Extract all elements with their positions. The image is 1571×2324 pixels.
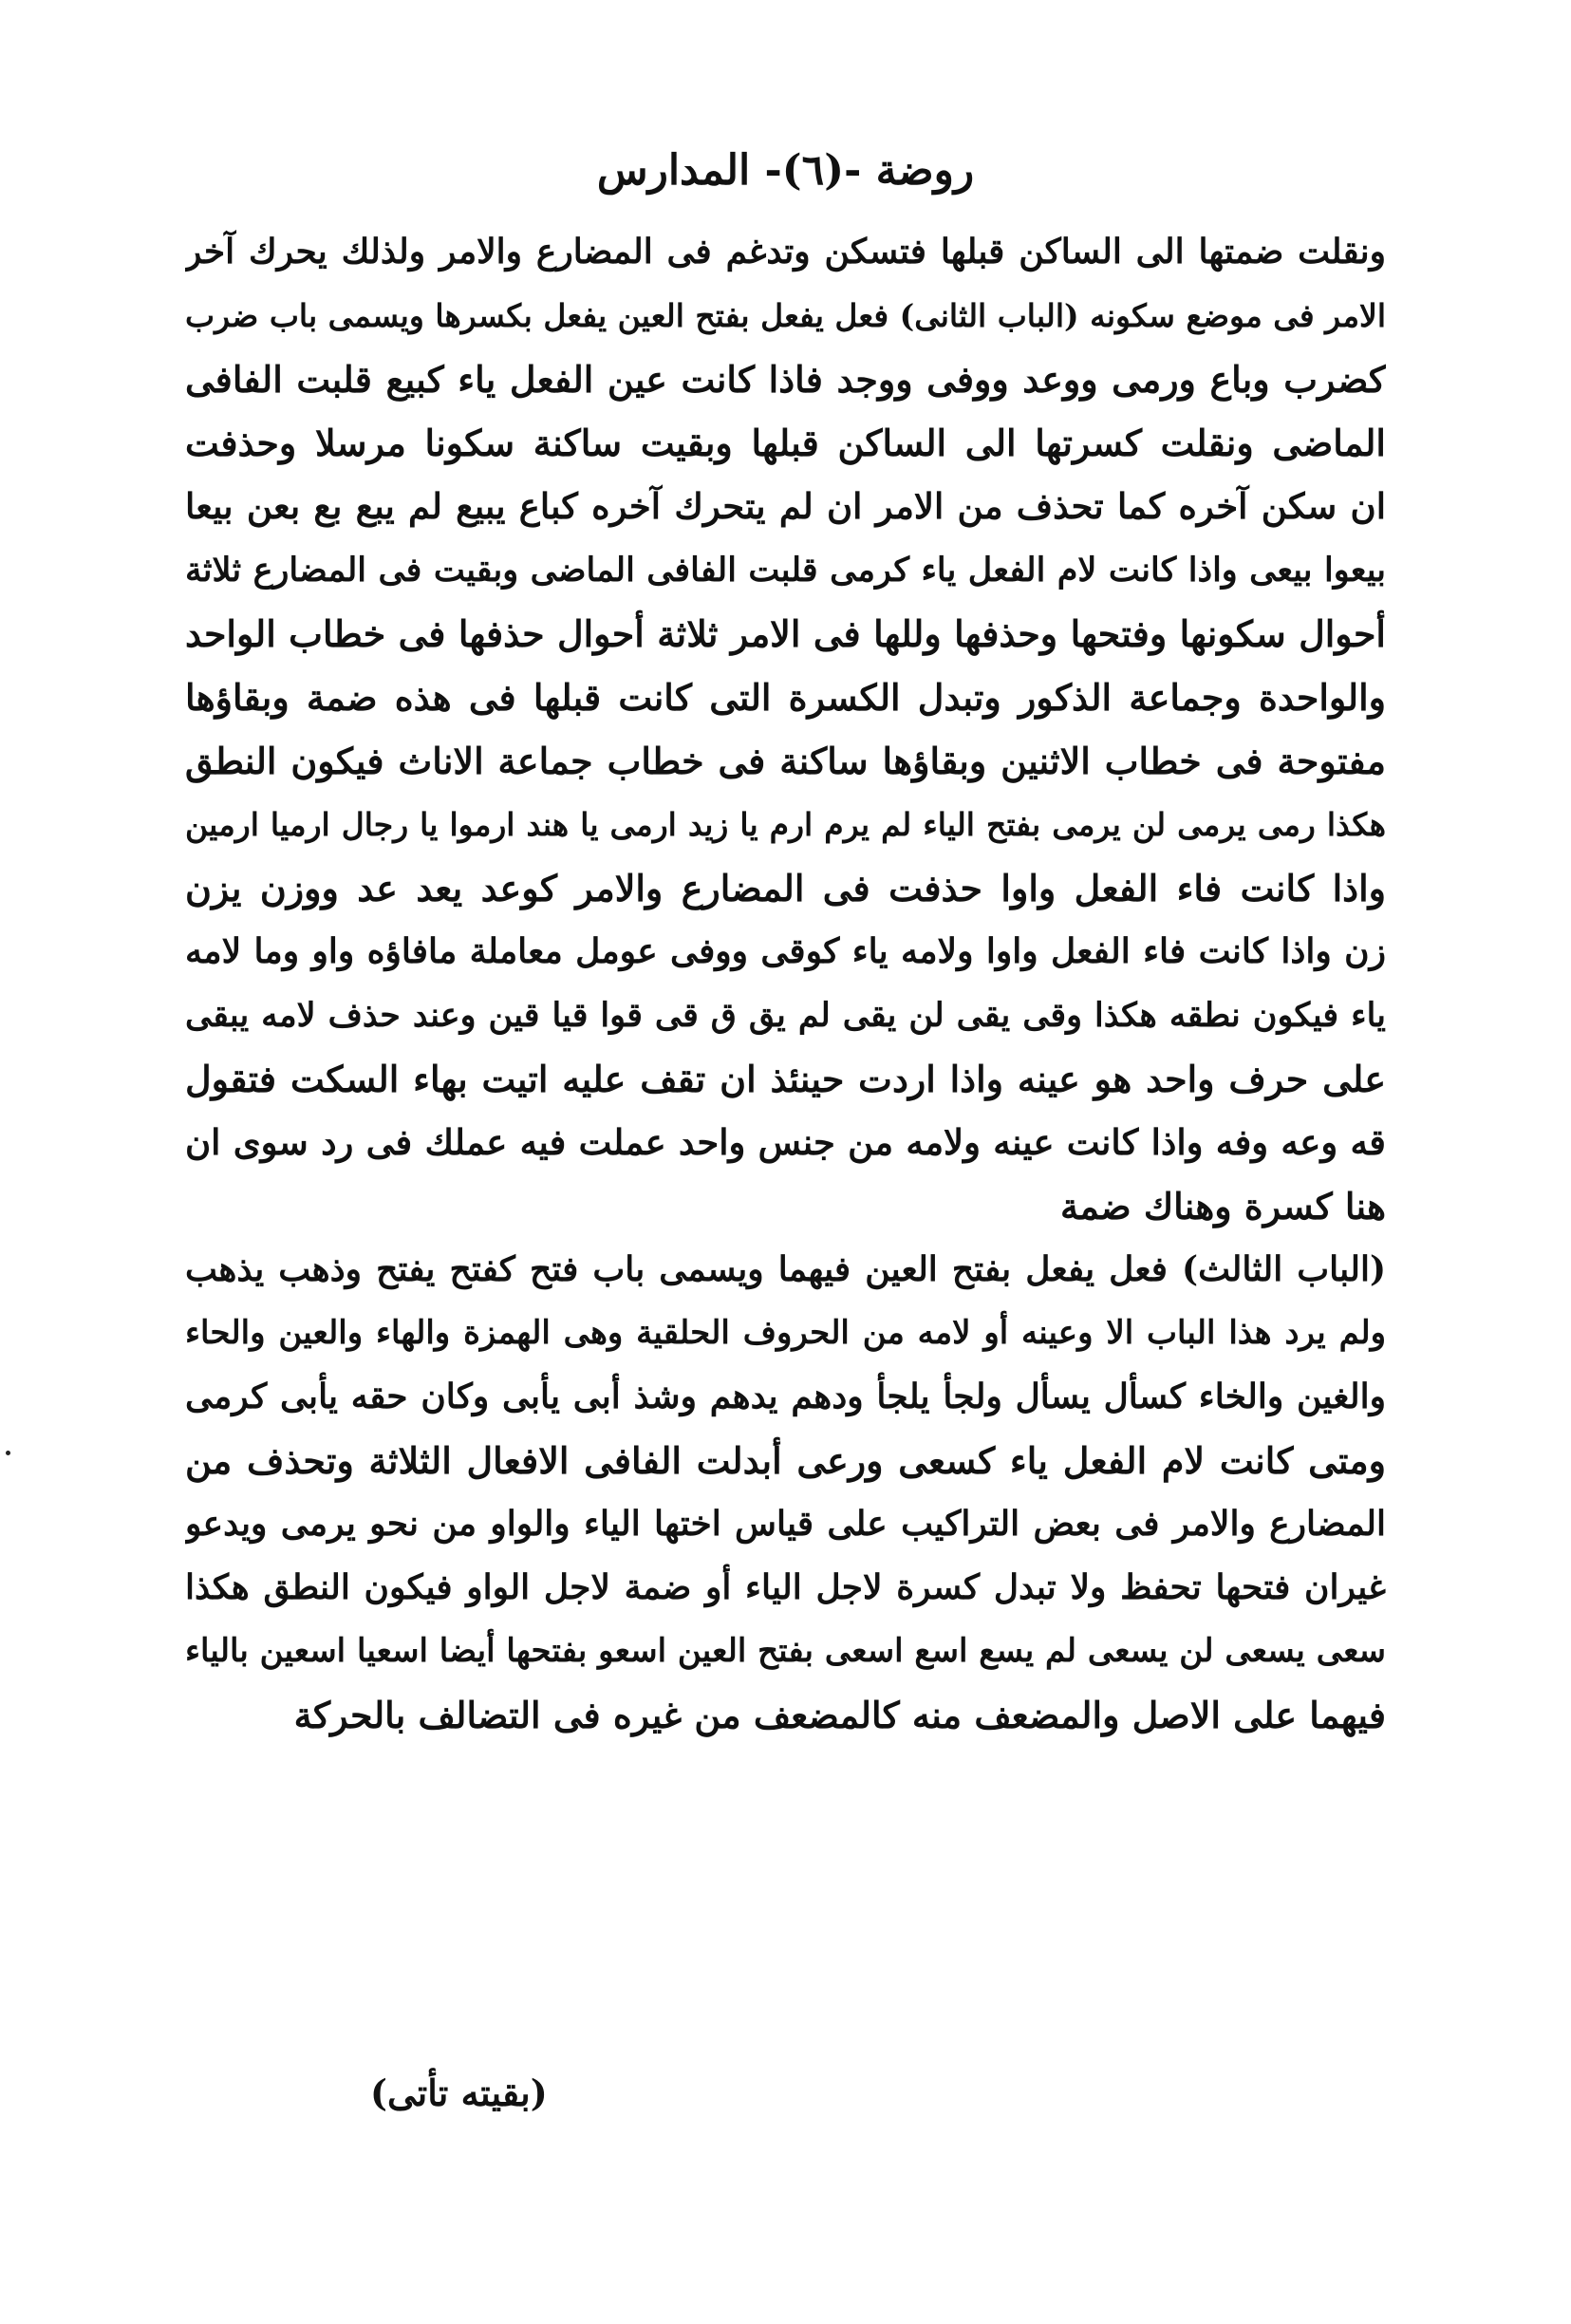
- text-line: على حرف واحد هو عينه واذا اردت حينئذ ان تقف عليه اتيت بهاء السكت فتقول: [185, 1058, 1386, 1100]
- text-line: ومتى كانت لام الفعل ياء كسعى ورعى أبدلت الفافى الافعال الثلاثة وتحذف من: [185, 1439, 1386, 1482]
- text-line: ان سكن آخره كما تحذف من الامر ان لم يتحرك آخره كباع يبيع لم يبع بع بعن بيعا: [185, 485, 1386, 527]
- text-line: سعى يسعى لن يسعى لم يسع اسع اسعى بفتح العين اسعو بفتحها أيضا اسعيا اسعين بالياء: [185, 1632, 1386, 1670]
- text-line: هكذا رمى يرمى لن يرمى بفتح الياء لم يرم ارم يا زيد ارمى يا هند ارموا يا رجال ارميا ارمين: [185, 806, 1386, 843]
- text-line: هنا كسرة وهناك ضمة: [1059, 1185, 1386, 1228]
- text-line: أحوال سكونها وفتحها وحذفها وللها فى الامر ثلاثة أحوال حذفها فى خطاب الواحد: [185, 612, 1386, 655]
- scan-speck: [6, 1451, 10, 1455]
- text-line: بيعوا بيعى واذا كانت لام الفعل ياء كرمى قلبت الفافى الماضى وبقيت فى المضارع ثلاثة: [185, 551, 1386, 590]
- text-line: واذا كانت فاء الفعل واوا حذفت فى المضارع والامر كوعد يعد عد ووزن يزن: [185, 867, 1386, 909]
- text-line: الامر فى موضع سكونه (الباب الثانى) فعل يفعل بفتح العين يفعل بكسرها ويسمى باب ضرب: [185, 297, 1386, 334]
- text-line: غيران فتحها تحفظ ولا تبدل كسرة لاجل الياء أو ضمة لاجل الواو فيكون النطق هكذا: [185, 1567, 1386, 1607]
- text-line: قه وعه وفه واذا كانت عينه ولامه من جنس واحد عملت فيه عملك فى رد سوى ان: [185, 1121, 1386, 1163]
- text-line: ونقلت ضمتها الى الساكن قبلها فتسكن وتدغم فى المضارع والامر ولذلك يحرك آخر: [185, 232, 1386, 272]
- text-line: ياء فيكون نطقه هكذا وقى يقى لن يقى لم يق ق قى قوا قيا قين وعند حذف لامه يبقى: [185, 996, 1386, 1035]
- section-heading-line: (الباب الثالث) فعل يفعل بفتح العين فيهما ويسمى باب فتح كفتح يفتح وذهب يذهب: [185, 1249, 1386, 1289]
- text-line: والغين والخاء كسأل يسأل ولجأ يلجأ ودهم يدهم وشذ أبى يأبى وكان حقه يأبى كرمى: [185, 1377, 1386, 1416]
- continuation-note: (بقيته تأتى): [370, 2071, 548, 2114]
- text-line: مفتوحة فى خطاب الاثنين وبقاؤها ساكنة فى خطاب جماعة الاناث فيكون النطق: [185, 740, 1386, 782]
- text-line: كضرب وباع ورمى ووعد ووفى ووجد فاذا كانت عين الفعل ياء كبيع قلبت الفافى: [185, 358, 1386, 401]
- page-header: روضة -(٦)- المدارس: [596, 146, 975, 195]
- text-line: فيهما على الاصل والمضعف منه كالمضعف من غيره فى التضالف بالحركة: [293, 1694, 1386, 1736]
- text-line: المضارع والامر فى بعض التراكيب على قياس اختها الياء والواو من نحو يرمى ويدعو: [185, 1504, 1386, 1544]
- text-line: زن واذا كانت فاء الفعل واوا ولامه ياء كوقى ووفى عومل معاملة مافاؤه واو وما لامه: [185, 931, 1386, 971]
- text-line: الماضى ونقلت كسرتها الى الساكن قبلها وبقيت ساكنة سكونا مرسلا وحذفت: [185, 422, 1386, 464]
- body-text: [185, 220, 1386, 1747]
- text-line: ولم يرد هذا الباب الا وعينه أو لامه من الحروف الحلقية وهى الهمزة والهاء والعين والحاء: [185, 1314, 1386, 1352]
- text-line: والواحدة وجماعة الذكور وتبدل الكسرة التى كانت قبلها فى هذه ضمة وبقاؤها: [185, 676, 1386, 719]
